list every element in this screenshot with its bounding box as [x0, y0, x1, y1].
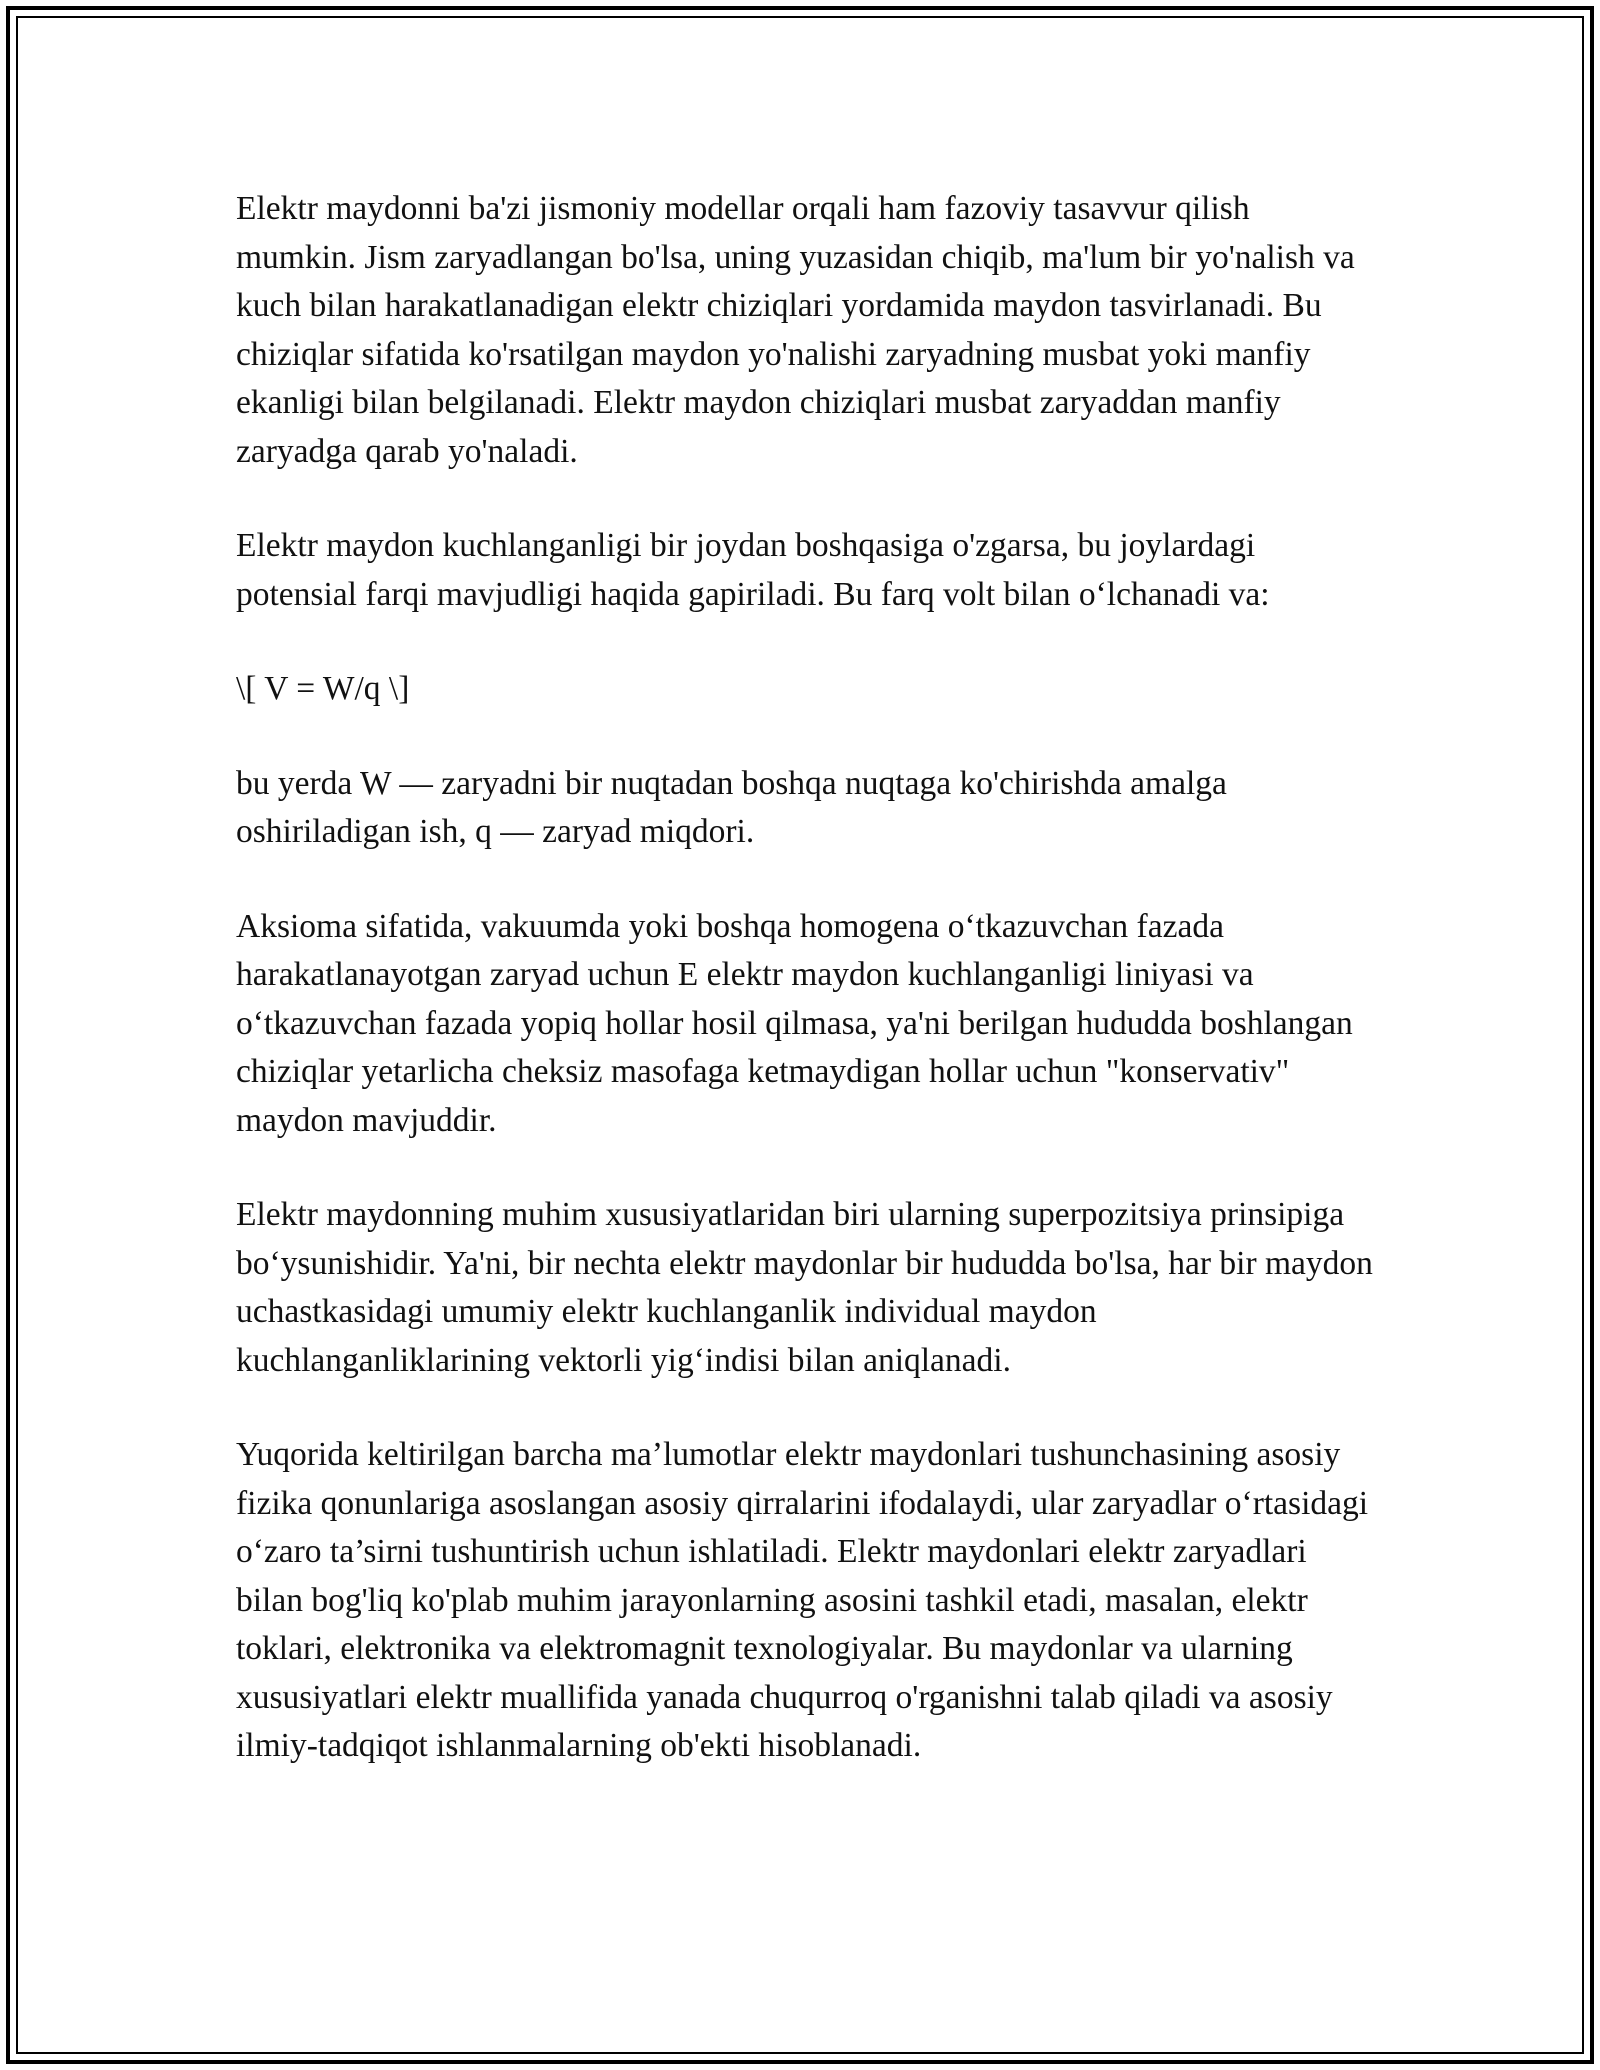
- paragraph-conclusion: Yuqorida keltirilgan barcha ma’lumotlar elektr maydonlari tushunchasining asosiy fizika qonunlariga asoslangan asosiy qirralarini ifodalaydi, ular zaryadlar o‘rtasidagi o‘zaro ta’sirni tushuntirish uchun ishlatiladi. Elektr maydonlari elektr zaryadlari bilan bog'liq ko'plab muhim jarayonlarning asosini tashkil etadi, masalan, elektr toklari, elektronika va elektromagnit texnologiyalar. Bu maydonlar va ularning xususiyatlari elektr muallifida yanada chuqurroq o'rganishni talab qiladi va asosiy ilmiy-tadqiqot ishlanmalarning ob'ekti hisoblanadi.: [236, 1436, 1369, 1764]
- paragraph-field-lines: Elektr maydonni ba'zi jismoniy modellar orqali ham fazoviy tasavvur qilish mumkin. Jism zaryadlangan bo'lsa, uning yuzasidan chiqib, ma'lum bir yo'nalish va kuch bilan harakatlanadigan elektr chiziqlari yordamida maydon tasvirlanadi. Bu chiziqlar sifatida ko'rsatilgan maydon yo'nalishi zaryadning musbat yoki manfiy ekanligi bilan belgilanadi. Elektr maydon chiziqlari musbat zaryaddan manfiy zaryadga qarab yo'naladi.: [236, 190, 1355, 470]
- paragraph-potential-difference: Elektr maydon kuchlanganligi bir joydan boshqasiga o'zgarsa, bu joylardagi potensial farqi mavjudligi haqida gapiriladi. Bu farq volt bilan o‘lchanadi va:: [236, 527, 1270, 613]
- formula-voltage: \[ V = W/q \]: [236, 670, 410, 707]
- paragraph-superposition: Elektr maydonning muhim xususiyatlaridan biri ularning superpozitsiya prinsipiga bo‘ysunishidir. Ya'ni, bir nechta elektr maydonlar bir hududda bo'lsa, har bir maydon uchastkasidagi umumiy elektr kuchlanganlik individual maydon kuchlanganliklarining vektorli yig‘indisi bilan aniqlanadi.: [236, 1196, 1373, 1379]
- paragraph-formula-explanation: bu yerda W — zaryadni bir nuqtadan boshqa nuqtaga ko'chirishda amalga oshiriladigan ish, q — zaryad miqdori.: [236, 764, 1227, 850]
- paragraph-conservative-field: Aksioma sifatida, vakuumda yoki boshqa homogena o‘tkazuvchan fazada harakatlanayotgan zaryad uchun E elektr maydon kuchlanganligi liniyasi va o‘tkazuvchan fazada yopiq hollar hosil qilmasa, ya'ni berilgan hududda boshlangan chiziqlar yetarlicha cheksiz masofaga ketmaydigan hollar uchun "konservativ" maydon mavjuddir.: [236, 907, 1353, 1139]
- document-body: [236, 185, 1376, 1817]
